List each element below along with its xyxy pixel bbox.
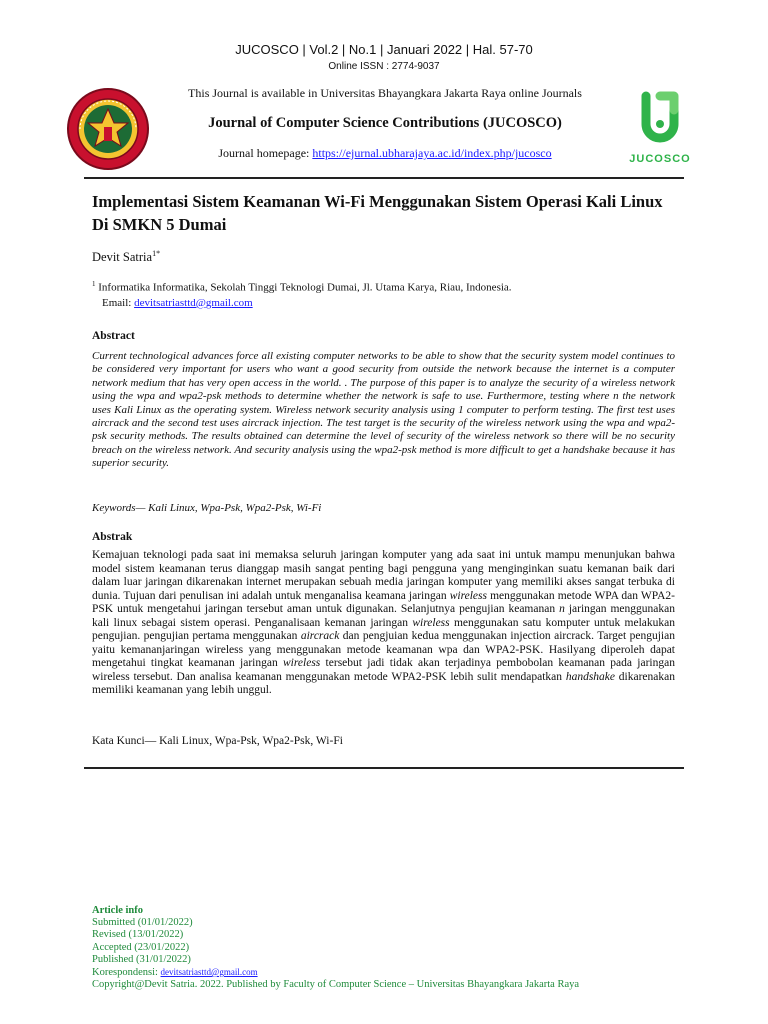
journal-homepage (160, 146, 610, 161)
article-info (92, 905, 712, 991)
abstract-english: Current technological advances force all existing computer networks to be able to show that the security system model continues to be considered very important for users who want a good security from outside the network because the internet is a computer network medium that has very open access in the world. . The purpose of this paper is to analyze the security of a wireless network using the wpa and wpa2-psk methods to determine whether the network is safe to use. Furthermore, testing where n the network uses Kali Linux as the operating system. Wireless network security analysis using 1 computer to perform testing. The first test uses aircrack and the second test uses aircrack injection. The test target is the security of the wireless network using the wpa and wpa2-psk security methods. The results obtained can determine the level of security of the wireless network so there will be no security breach on the wireless network. And security analysis using the wpa2-psk method is more difficult to get a handshake because it has superior security. (92, 350, 675, 470)
accepted-date: Accepted (23/01/2022) (92, 941, 190, 953)
university-seal-logo (66, 87, 150, 171)
keywords-english: Keywords— Kali Linux, Wpa-Psk, Wpa2-Psk, Wi-Fi (92, 502, 322, 514)
correspondence (92, 966, 712, 979)
article-info-title: Article info (92, 905, 144, 916)
svg-text:JUCOSCO: JUCOSCO (629, 153, 691, 165)
author-superscript: 1* (152, 249, 161, 258)
author-name: Devit Satria (92, 250, 153, 265)
paper-title: Implementasi Sistem Keamanan Wi-Fi Menggunakan Sistem Operasi Kali Linux Di SMKN 5 Dumai (92, 192, 663, 234)
affiliation-text: Informatika Informatika, Sekolah Tinggi Teknologi Dumai, Jl. Utama Karya, Riau, Indonesia. (98, 281, 512, 294)
journal-title: Journal of Computer Science Contributions (JUCOSCO) (208, 115, 562, 131)
header-divider (84, 177, 684, 179)
homepage-link[interactable]: https://ejurnal.ubharajaya.ac.id/index.php/jucosco (312, 146, 552, 160)
affiliation-superscript: 1 (92, 280, 96, 288)
journal-citation-header: JUCOSCO | Vol.2 | No.1 | Januari 2022 | Hal. 57-70 (235, 42, 533, 57)
email-label: Email: (102, 296, 132, 309)
submitted-date: Submitted (01/01/2022) (92, 917, 193, 929)
copyright-notice: Copyright@Devit Satria. 2022. Published by Faculty of Computer Science – Universitas Bhayangkara Jakarta Raya (92, 979, 580, 991)
abstrak-heading: Abstrak (92, 531, 133, 543)
section-divider (84, 767, 684, 769)
abstrak-indonesian: Kemajuan teknologi pada saat ini memaksa seluruh jaringan komputer yang ada saat ini untuk mampu menunjukan bahwa model sistem keamanan terus dianggap masih sangat penting bagi pengguna yang menginginkan suatu kemanan baik dari dalam luar jaringan dikarenakan internet merupakan sebuah media jaringan komputer yang memiliki akses sangat terbuka di dunia. Tujuan dari penulisan ini adalah untuk menganalisa keamana jaringan wireless menggunakan metode WPA dan WPA2-PSK untuk mengetahui jaringan tersebut aman untuk digunakan. Selanjutnya pengujian keamanan n jaringan menggunakan kali linux sebagai sistem operasi. Penganalisaan kemanan jaringan wireless menggunakan satu komputer untuk melakukan pengujian. pengujian pertama menggunakan aircrack dan pengjuian kedua menggunakan injection aircrack. Target pengujian yaitu kemananjaringan wireless yang menggunakan metode keamanan wpa dan WPA2-PSK. Hasilyang diperoleh dapat mengetahui tingkat keamanan jaringan wireless tersebut jadi tidak akan terjadinya pembobolan keamanan pada jaringan wireless tersebut. Dan analisa keamanan menggunakan metode WPA2-PSK lebih sulit mendapatkan handshake dikarenakan memiliki keamanan yang lebih unggul. (92, 549, 675, 696)
homepage-label: Journal homepage: (218, 146, 310, 160)
author-email-link[interactable]: devitsatriasttd@gmail.com (134, 296, 253, 309)
published-date: Published (31/01/2022) (92, 953, 191, 965)
journal-availability: This Journal is available in Universitas Bhayangkara Jakarta Raya online Journals (188, 86, 582, 100)
author-line (92, 249, 160, 265)
correspondence-email-link[interactable]: devitsatriasttd@gmail.com (160, 967, 258, 978)
affiliation (92, 277, 682, 311)
journal-info (160, 80, 610, 161)
kata-kunci: Kata Kunci— Kali Linux, Wpa-Psk, Wpa2-Psk, Wi-Fi (92, 735, 343, 747)
correspondence-label: Korespondensi: (92, 967, 158, 979)
abstract-heading: Abstract (92, 330, 135, 342)
revised-date: Revised (13/01/2022) (92, 929, 184, 941)
jucosco-logo (620, 90, 700, 170)
online-issn: Online ISSN : 2774-9037 (328, 61, 440, 72)
